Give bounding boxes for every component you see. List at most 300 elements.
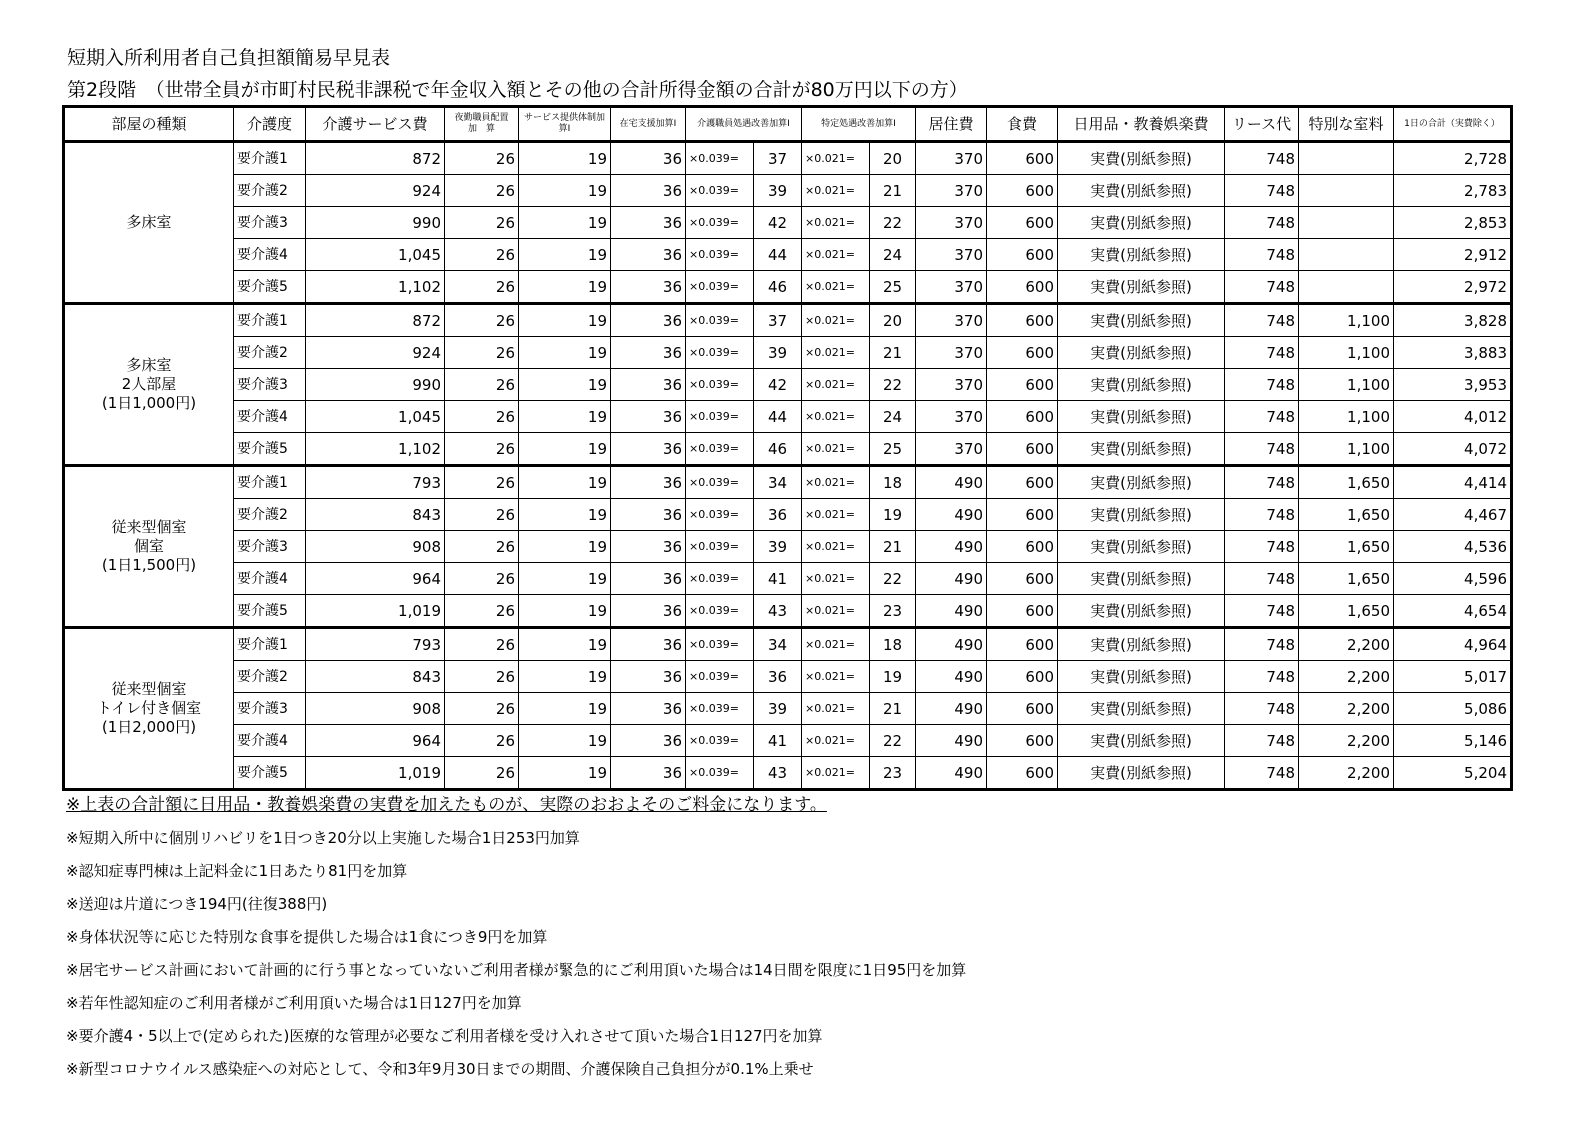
food-fee-cell: 600 xyxy=(987,757,1058,790)
lease-fee-cell: 748 xyxy=(1225,757,1299,790)
table-row xyxy=(64,693,1512,725)
treatment-addition-cell: 41 xyxy=(754,563,802,595)
lease-fee-cell: 748 xyxy=(1225,401,1299,433)
table-row xyxy=(64,595,1512,628)
treatment-addition-cell: 44 xyxy=(754,401,802,433)
lease-fee-cell: 748 xyxy=(1225,693,1299,725)
service-provision-addition-cell: 19 xyxy=(519,757,611,790)
specific-multiplier-cell: ×0.021= xyxy=(802,628,870,661)
specific-multiplier-cell: ×0.021= xyxy=(802,433,870,466)
care-service-fee-cell: 924 xyxy=(306,337,445,369)
special-room-fee-cell xyxy=(1299,175,1394,207)
care-level-cell: 要介護2 xyxy=(234,661,306,693)
daily-goods-fee-cell: 実費(別紙参照) xyxy=(1058,175,1225,207)
night-staff-addition-cell: 26 xyxy=(445,466,519,499)
lease-fee-cell: 748 xyxy=(1225,207,1299,239)
treatment-addition-cell: 42 xyxy=(754,207,802,239)
special-room-fee-cell: 2,200 xyxy=(1299,661,1394,693)
care-service-fee-cell: 1,019 xyxy=(306,595,445,628)
service-provision-addition-cell: 19 xyxy=(519,466,611,499)
specific-addition-cell: 21 xyxy=(870,175,916,207)
daily-goods-fee-cell: 実費(別紙参照) xyxy=(1058,563,1225,595)
home-support-addition-cell: 36 xyxy=(611,401,686,433)
daily-total-cell: 5,204 xyxy=(1394,757,1512,790)
specific-addition-cell: 22 xyxy=(870,563,916,595)
night-staff-addition-cell: 26 xyxy=(445,369,519,401)
daily-goods-fee-cell: 実費(別紙参照) xyxy=(1058,725,1225,757)
care-service-fee-cell: 793 xyxy=(306,628,445,661)
room-type-line: トイレ付き個室 xyxy=(96,699,202,717)
care-service-fee-cell: 793 xyxy=(306,466,445,499)
food-fee-cell: 600 xyxy=(987,563,1058,595)
service-provision-addition-cell: 19 xyxy=(519,433,611,466)
care-service-fee-cell: 964 xyxy=(306,563,445,595)
care-level-cell: 要介護4 xyxy=(234,401,306,433)
specific-addition-cell: 23 xyxy=(870,595,916,628)
service-provision-addition-cell: 19 xyxy=(519,693,611,725)
night-staff-addition-cell: 26 xyxy=(445,628,519,661)
care-level-cell: 要介護2 xyxy=(234,337,306,369)
service-provision-addition-cell: 19 xyxy=(519,628,611,661)
specific-addition-cell: 22 xyxy=(870,369,916,401)
special-room-fee-cell: 1,650 xyxy=(1299,595,1394,628)
daily-goods-fee-cell: 実費(別紙参照) xyxy=(1058,661,1225,693)
food-fee-cell: 600 xyxy=(987,628,1058,661)
home-support-addition-cell: 36 xyxy=(611,628,686,661)
header-service-provision-addition: サービス提供体制加算Ⅰ xyxy=(519,107,611,142)
home-support-addition-cell: 36 xyxy=(611,466,686,499)
food-fee-cell: 600 xyxy=(987,693,1058,725)
treatment-addition-cell: 43 xyxy=(754,757,802,790)
treatment-addition-cell: 43 xyxy=(754,595,802,628)
residence-fee-cell: 370 xyxy=(916,369,987,401)
food-fee-cell: 600 xyxy=(987,433,1058,466)
care-level-cell: 要介護5 xyxy=(234,757,306,790)
specific-multiplier-cell: ×0.021= xyxy=(802,725,870,757)
daily-goods-fee-cell: 実費(別紙参照) xyxy=(1058,401,1225,433)
table-row xyxy=(64,757,1512,790)
residence-fee-cell: 490 xyxy=(916,661,987,693)
specific-multiplier-cell: ×0.021= xyxy=(802,239,870,271)
notes-section xyxy=(66,793,1546,1092)
daily-goods-fee-cell: 実費(別紙参照) xyxy=(1058,693,1225,725)
table-row xyxy=(64,661,1512,693)
document-title: 短期入所利用者自己負担額簡易早見表 xyxy=(67,47,391,69)
header-home-support-addition: 在宅支援加算Ⅰ xyxy=(611,107,686,142)
service-provision-addition-cell: 19 xyxy=(519,337,611,369)
note-item: ※新型コロナウイルス感染症への対応として、令和3年9月30日までの期間、介護保険自己負担分が0.1%上乗せ xyxy=(66,1060,814,1078)
header-lease-fee: リース代 xyxy=(1225,107,1299,142)
room-type-line: 従来型個室 xyxy=(111,518,187,536)
treatment-multiplier-cell: ×0.039= xyxy=(686,271,754,304)
residence-fee-cell: 370 xyxy=(916,207,987,239)
daily-goods-fee-cell: 実費(別紙参照) xyxy=(1058,595,1225,628)
specific-addition-cell: 19 xyxy=(870,661,916,693)
night-staff-addition-cell: 26 xyxy=(445,595,519,628)
specific-addition-cell: 18 xyxy=(870,628,916,661)
home-support-addition-cell: 36 xyxy=(611,693,686,725)
care-service-fee-cell: 872 xyxy=(306,304,445,337)
treatment-addition-cell: 34 xyxy=(754,466,802,499)
food-fee-cell: 600 xyxy=(987,337,1058,369)
daily-total-cell: 5,017 xyxy=(1394,661,1512,693)
specific-multiplier-cell: ×0.021= xyxy=(802,401,870,433)
home-support-addition-cell: 36 xyxy=(611,271,686,304)
room-type-line: (1日1,500円) xyxy=(101,556,197,574)
food-fee-cell: 600 xyxy=(987,207,1058,239)
room-type-line: (1日2,000円) xyxy=(101,718,197,736)
food-fee-cell: 600 xyxy=(987,239,1058,271)
residence-fee-cell: 370 xyxy=(916,175,987,207)
service-provision-addition-cell: 19 xyxy=(519,271,611,304)
home-support-addition-cell: 36 xyxy=(611,433,686,466)
home-support-addition-cell: 36 xyxy=(611,725,686,757)
daily-total-cell: 4,654 xyxy=(1394,595,1512,628)
specific-multiplier-cell: ×0.021= xyxy=(802,369,870,401)
night-staff-addition-cell: 26 xyxy=(445,499,519,531)
specific-multiplier-cell: ×0.021= xyxy=(802,531,870,563)
care-level-cell: 要介護3 xyxy=(234,693,306,725)
special-room-fee-cell: 2,200 xyxy=(1299,725,1394,757)
room-type-line: 多床室 xyxy=(126,356,172,374)
care-service-fee-cell: 872 xyxy=(306,142,445,175)
document-subtitle: 第2段階 （世帯全員が市町村民税非課税で年金収入額とその他の合計所得金額の合計が80万円以下の方） xyxy=(67,79,968,101)
table-row xyxy=(64,207,1512,239)
table-row xyxy=(64,628,1512,661)
treatment-multiplier-cell: ×0.039= xyxy=(686,239,754,271)
care-level-cell: 要介護1 xyxy=(234,628,306,661)
table-row xyxy=(64,304,1512,337)
lease-fee-cell: 748 xyxy=(1225,466,1299,499)
daily-total-cell: 3,828 xyxy=(1394,304,1512,337)
daily-goods-fee-cell: 実費(別紙参照) xyxy=(1058,369,1225,401)
special-room-fee-cell xyxy=(1299,142,1394,175)
care-level-cell: 要介護3 xyxy=(234,207,306,239)
note-item: ※短期入所中に個別リハビリを1日つき20分以上実施した場合1日253円加算 xyxy=(66,829,580,847)
treatment-addition-cell: 39 xyxy=(754,337,802,369)
special-room-fee-cell: 1,100 xyxy=(1299,337,1394,369)
specific-addition-cell: 25 xyxy=(870,433,916,466)
specific-addition-cell: 20 xyxy=(870,142,916,175)
note-item: ※認知症専門棟は上記料金に1日あたり81円を加算 xyxy=(66,862,408,880)
daily-total-cell: 4,964 xyxy=(1394,628,1512,661)
service-provision-addition-cell: 19 xyxy=(519,207,611,239)
residence-fee-cell: 490 xyxy=(916,757,987,790)
food-fee-cell: 600 xyxy=(987,142,1058,175)
care-level-cell: 要介護5 xyxy=(234,595,306,628)
special-room-fee-cell: 1,650 xyxy=(1299,563,1394,595)
lease-fee-cell: 748 xyxy=(1225,175,1299,207)
special-room-fee-cell: 1,100 xyxy=(1299,304,1394,337)
daily-goods-fee-cell: 実費(別紙参照) xyxy=(1058,271,1225,304)
treatment-multiplier-cell: ×0.039= xyxy=(686,628,754,661)
table-row xyxy=(64,466,1512,499)
special-room-fee-cell xyxy=(1299,239,1394,271)
daily-total-cell: 2,783 xyxy=(1394,175,1512,207)
home-support-addition-cell: 36 xyxy=(611,595,686,628)
service-provision-addition-cell: 19 xyxy=(519,304,611,337)
treatment-multiplier-cell: ×0.039= xyxy=(686,563,754,595)
lease-fee-cell: 748 xyxy=(1225,304,1299,337)
room-type-line: 個室 xyxy=(133,537,164,555)
home-support-addition-cell: 36 xyxy=(611,337,686,369)
special-room-fee-cell: 2,200 xyxy=(1299,628,1394,661)
specific-multiplier-cell: ×0.021= xyxy=(802,175,870,207)
care-service-fee-cell: 1,019 xyxy=(306,757,445,790)
care-level-cell: 要介護1 xyxy=(234,142,306,175)
night-staff-addition-cell: 26 xyxy=(445,337,519,369)
special-room-fee-cell: 2,200 xyxy=(1299,757,1394,790)
night-staff-addition-cell: 26 xyxy=(445,304,519,337)
note-item: ※身体状況等に応じた特別な食事を提供した場合は1食につき9円を加算 xyxy=(66,928,548,946)
food-fee-cell: 600 xyxy=(987,531,1058,563)
care-level-cell: 要介護3 xyxy=(234,369,306,401)
specific-multiplier-cell: ×0.021= xyxy=(802,563,870,595)
treatment-addition-cell: 42 xyxy=(754,369,802,401)
special-room-fee-cell: 1,100 xyxy=(1299,401,1394,433)
food-fee-cell: 600 xyxy=(987,369,1058,401)
specific-multiplier-cell: ×0.021= xyxy=(802,304,870,337)
treatment-addition-cell: 46 xyxy=(754,271,802,304)
night-staff-addition-cell: 26 xyxy=(445,693,519,725)
special-room-fee-cell: 1,650 xyxy=(1299,531,1394,563)
room-type-line: (1日1,000円) xyxy=(101,394,197,412)
food-fee-cell: 600 xyxy=(987,725,1058,757)
care-level-cell: 要介護4 xyxy=(234,725,306,757)
residence-fee-cell: 370 xyxy=(916,337,987,369)
treatment-multiplier-cell: ×0.039= xyxy=(686,499,754,531)
residence-fee-cell: 370 xyxy=(916,271,987,304)
lease-fee-cell: 748 xyxy=(1225,563,1299,595)
table-row xyxy=(64,563,1512,595)
summary-note: ※上表の合計額に日用品・教養娯楽費の実費を加えたものが、実際のおおよそのご料金になります。 xyxy=(66,795,827,815)
daily-goods-fee-cell: 実費(別紙参照) xyxy=(1058,337,1225,369)
night-staff-addition-cell: 26 xyxy=(445,142,519,175)
home-support-addition-cell: 36 xyxy=(611,175,686,207)
care-service-fee-cell: 964 xyxy=(306,725,445,757)
care-service-fee-cell: 1,045 xyxy=(306,239,445,271)
treatment-addition-cell: 37 xyxy=(754,304,802,337)
care-level-cell: 要介護3 xyxy=(234,531,306,563)
room-type-cell xyxy=(64,304,234,466)
service-provision-addition-cell: 19 xyxy=(519,401,611,433)
night-staff-addition-cell: 26 xyxy=(445,239,519,271)
home-support-addition-cell: 36 xyxy=(611,369,686,401)
care-level-cell: 要介護2 xyxy=(234,175,306,207)
care-level-cell: 要介護1 xyxy=(234,304,306,337)
treatment-multiplier-cell: ×0.039= xyxy=(686,693,754,725)
service-provision-addition-cell: 19 xyxy=(519,239,611,271)
service-provision-addition-cell: 19 xyxy=(519,725,611,757)
table-row xyxy=(64,401,1512,433)
daily-total-cell: 5,086 xyxy=(1394,693,1512,725)
care-level-cell: 要介護5 xyxy=(234,271,306,304)
service-provision-addition-cell: 19 xyxy=(519,499,611,531)
header-room-type: 部屋の種類 xyxy=(64,107,234,142)
daily-goods-fee-cell: 実費(別紙参照) xyxy=(1058,628,1225,661)
note-item: ※要介護4・5以上で(定められた)医療的な管理が必要なご利用者様を受け入れさせて頂いた場合1日127円を加算 xyxy=(66,1027,823,1045)
table-row xyxy=(64,433,1512,466)
daily-goods-fee-cell: 実費(別紙参照) xyxy=(1058,466,1225,499)
food-fee-cell: 600 xyxy=(987,661,1058,693)
daily-total-cell: 4,414 xyxy=(1394,466,1512,499)
header-night-staff-addition: 夜勤職員配置 加 算 xyxy=(445,107,519,142)
specific-addition-cell: 24 xyxy=(870,401,916,433)
table-row xyxy=(64,499,1512,531)
specific-multiplier-cell: ×0.021= xyxy=(802,595,870,628)
daily-goods-fee-cell: 実費(別紙参照) xyxy=(1058,304,1225,337)
service-provision-addition-cell: 19 xyxy=(519,369,611,401)
lease-fee-cell: 748 xyxy=(1225,531,1299,563)
treatment-multiplier-cell: ×0.039= xyxy=(686,175,754,207)
care-level-cell: 要介護4 xyxy=(234,563,306,595)
table-row xyxy=(64,239,1512,271)
food-fee-cell: 600 xyxy=(987,175,1058,207)
daily-total-cell: 2,853 xyxy=(1394,207,1512,239)
table-row xyxy=(64,175,1512,207)
specific-multiplier-cell: ×0.021= xyxy=(802,271,870,304)
daily-total-cell: 2,972 xyxy=(1394,271,1512,304)
care-level-cell: 要介護1 xyxy=(234,466,306,499)
daily-total-cell: 4,467 xyxy=(1394,499,1512,531)
home-support-addition-cell: 36 xyxy=(611,142,686,175)
home-support-addition-cell: 36 xyxy=(611,563,686,595)
residence-fee-cell: 490 xyxy=(916,466,987,499)
specific-multiplier-cell: ×0.021= xyxy=(802,142,870,175)
treatment-addition-cell: 41 xyxy=(754,725,802,757)
specific-addition-cell: 22 xyxy=(870,207,916,239)
treatment-multiplier-cell: ×0.039= xyxy=(686,757,754,790)
care-service-fee-cell: 924 xyxy=(306,175,445,207)
residence-fee-cell: 490 xyxy=(916,499,987,531)
residence-fee-cell: 370 xyxy=(916,401,987,433)
room-type-line: 2人部屋 xyxy=(121,375,177,393)
lease-fee-cell: 748 xyxy=(1225,239,1299,271)
lease-fee-cell: 748 xyxy=(1225,628,1299,661)
specific-addition-cell: 21 xyxy=(870,531,916,563)
home-support-addition-cell: 36 xyxy=(611,207,686,239)
specific-addition-cell: 22 xyxy=(870,725,916,757)
table-row xyxy=(64,142,1512,175)
treatment-addition-cell: 36 xyxy=(754,499,802,531)
service-provision-addition-cell: 19 xyxy=(519,661,611,693)
special-room-fee-cell: 1,650 xyxy=(1299,466,1394,499)
specific-multiplier-cell: ×0.021= xyxy=(802,757,870,790)
daily-goods-fee-cell: 実費(別紙参照) xyxy=(1058,531,1225,563)
treatment-multiplier-cell: ×0.039= xyxy=(686,661,754,693)
care-service-fee-cell: 1,102 xyxy=(306,271,445,304)
service-provision-addition-cell: 19 xyxy=(519,563,611,595)
daily-total-cell: 4,012 xyxy=(1394,401,1512,433)
care-service-fee-cell: 908 xyxy=(306,693,445,725)
residence-fee-cell: 490 xyxy=(916,628,987,661)
special-room-fee-cell: 2,200 xyxy=(1299,693,1394,725)
special-room-fee-cell xyxy=(1299,271,1394,304)
service-provision-addition-cell: 19 xyxy=(519,175,611,207)
lease-fee-cell: 748 xyxy=(1225,661,1299,693)
residence-fee-cell: 370 xyxy=(916,239,987,271)
daily-total-cell: 3,953 xyxy=(1394,369,1512,401)
header-care-level: 介護度 xyxy=(234,107,306,142)
daily-goods-fee-cell: 実費(別紙参照) xyxy=(1058,239,1225,271)
treatment-addition-cell: 46 xyxy=(754,433,802,466)
treatment-addition-cell: 37 xyxy=(754,142,802,175)
lease-fee-cell: 748 xyxy=(1225,595,1299,628)
header-daily-goods-fee: 日用品・教養娯楽費 xyxy=(1058,107,1225,142)
care-service-fee-cell: 1,102 xyxy=(306,433,445,466)
specific-addition-cell: 21 xyxy=(870,337,916,369)
residence-fee-cell: 370 xyxy=(916,433,987,466)
residence-fee-cell: 490 xyxy=(916,563,987,595)
daily-total-cell: 4,536 xyxy=(1394,531,1512,563)
residence-fee-cell: 370 xyxy=(916,304,987,337)
care-service-fee-cell: 908 xyxy=(306,531,445,563)
note-item: ※居宅サービス計画において計画的に行う事となっていないご利用者様が緊急的にご利用頂いた場合は14日間を限度に1日95円を加算 xyxy=(66,961,967,979)
specific-addition-cell: 18 xyxy=(870,466,916,499)
home-support-addition-cell: 36 xyxy=(611,661,686,693)
table-row xyxy=(64,271,1512,304)
residence-fee-cell: 490 xyxy=(916,595,987,628)
table-row xyxy=(64,337,1512,369)
room-type-line: 従来型個室 xyxy=(111,680,187,698)
header-special-room-fee: 特別な室料 xyxy=(1299,107,1394,142)
night-staff-addition-cell: 26 xyxy=(445,271,519,304)
food-fee-cell: 600 xyxy=(987,499,1058,531)
treatment-addition-cell: 39 xyxy=(754,693,802,725)
food-fee-cell: 600 xyxy=(987,595,1058,628)
treatment-addition-cell: 39 xyxy=(754,175,802,207)
food-fee-cell: 600 xyxy=(987,466,1058,499)
lease-fee-cell: 748 xyxy=(1225,271,1299,304)
daily-total-cell: 2,912 xyxy=(1394,239,1512,271)
special-room-fee-cell: 1,100 xyxy=(1299,433,1394,466)
residence-fee-cell: 490 xyxy=(916,725,987,757)
treatment-multiplier-cell: ×0.039= xyxy=(686,595,754,628)
night-staff-addition-cell: 26 xyxy=(445,563,519,595)
header-residence-fee: 居住費 xyxy=(916,107,987,142)
header-care-service-fee: 介護サービス費 xyxy=(306,107,445,142)
specific-multiplier-cell: ×0.021= xyxy=(802,693,870,725)
header-row xyxy=(64,107,1512,142)
night-staff-addition-cell: 26 xyxy=(445,661,519,693)
fee-table xyxy=(62,105,1513,791)
home-support-addition-cell: 36 xyxy=(611,531,686,563)
daily-total-cell: 3,883 xyxy=(1394,337,1512,369)
header-care-staff-treatment-addition: 介護職員処遇改善加算Ⅰ xyxy=(686,107,802,142)
treatment-multiplier-cell: ×0.039= xyxy=(686,369,754,401)
night-staff-addition-cell: 26 xyxy=(445,725,519,757)
night-staff-addition-cell: 26 xyxy=(445,757,519,790)
service-provision-addition-cell: 19 xyxy=(519,531,611,563)
table-row xyxy=(64,725,1512,757)
room-type-cell xyxy=(64,466,234,628)
night-staff-addition-cell: 26 xyxy=(445,207,519,239)
treatment-multiplier-cell: ×0.039= xyxy=(686,304,754,337)
room-type-cell xyxy=(64,628,234,790)
night-staff-addition-cell: 26 xyxy=(445,531,519,563)
daily-goods-fee-cell: 実費(別紙参照) xyxy=(1058,207,1225,239)
food-fee-cell: 600 xyxy=(987,401,1058,433)
lease-fee-cell: 748 xyxy=(1225,499,1299,531)
special-room-fee-cell xyxy=(1299,207,1394,239)
treatment-multiplier-cell: ×0.039= xyxy=(686,725,754,757)
specific-addition-cell: 25 xyxy=(870,271,916,304)
daily-total-cell: 4,072 xyxy=(1394,433,1512,466)
home-support-addition-cell: 36 xyxy=(611,304,686,337)
table-row xyxy=(64,369,1512,401)
treatment-multiplier-cell: ×0.039= xyxy=(686,433,754,466)
daily-total-cell: 2,728 xyxy=(1394,142,1512,175)
